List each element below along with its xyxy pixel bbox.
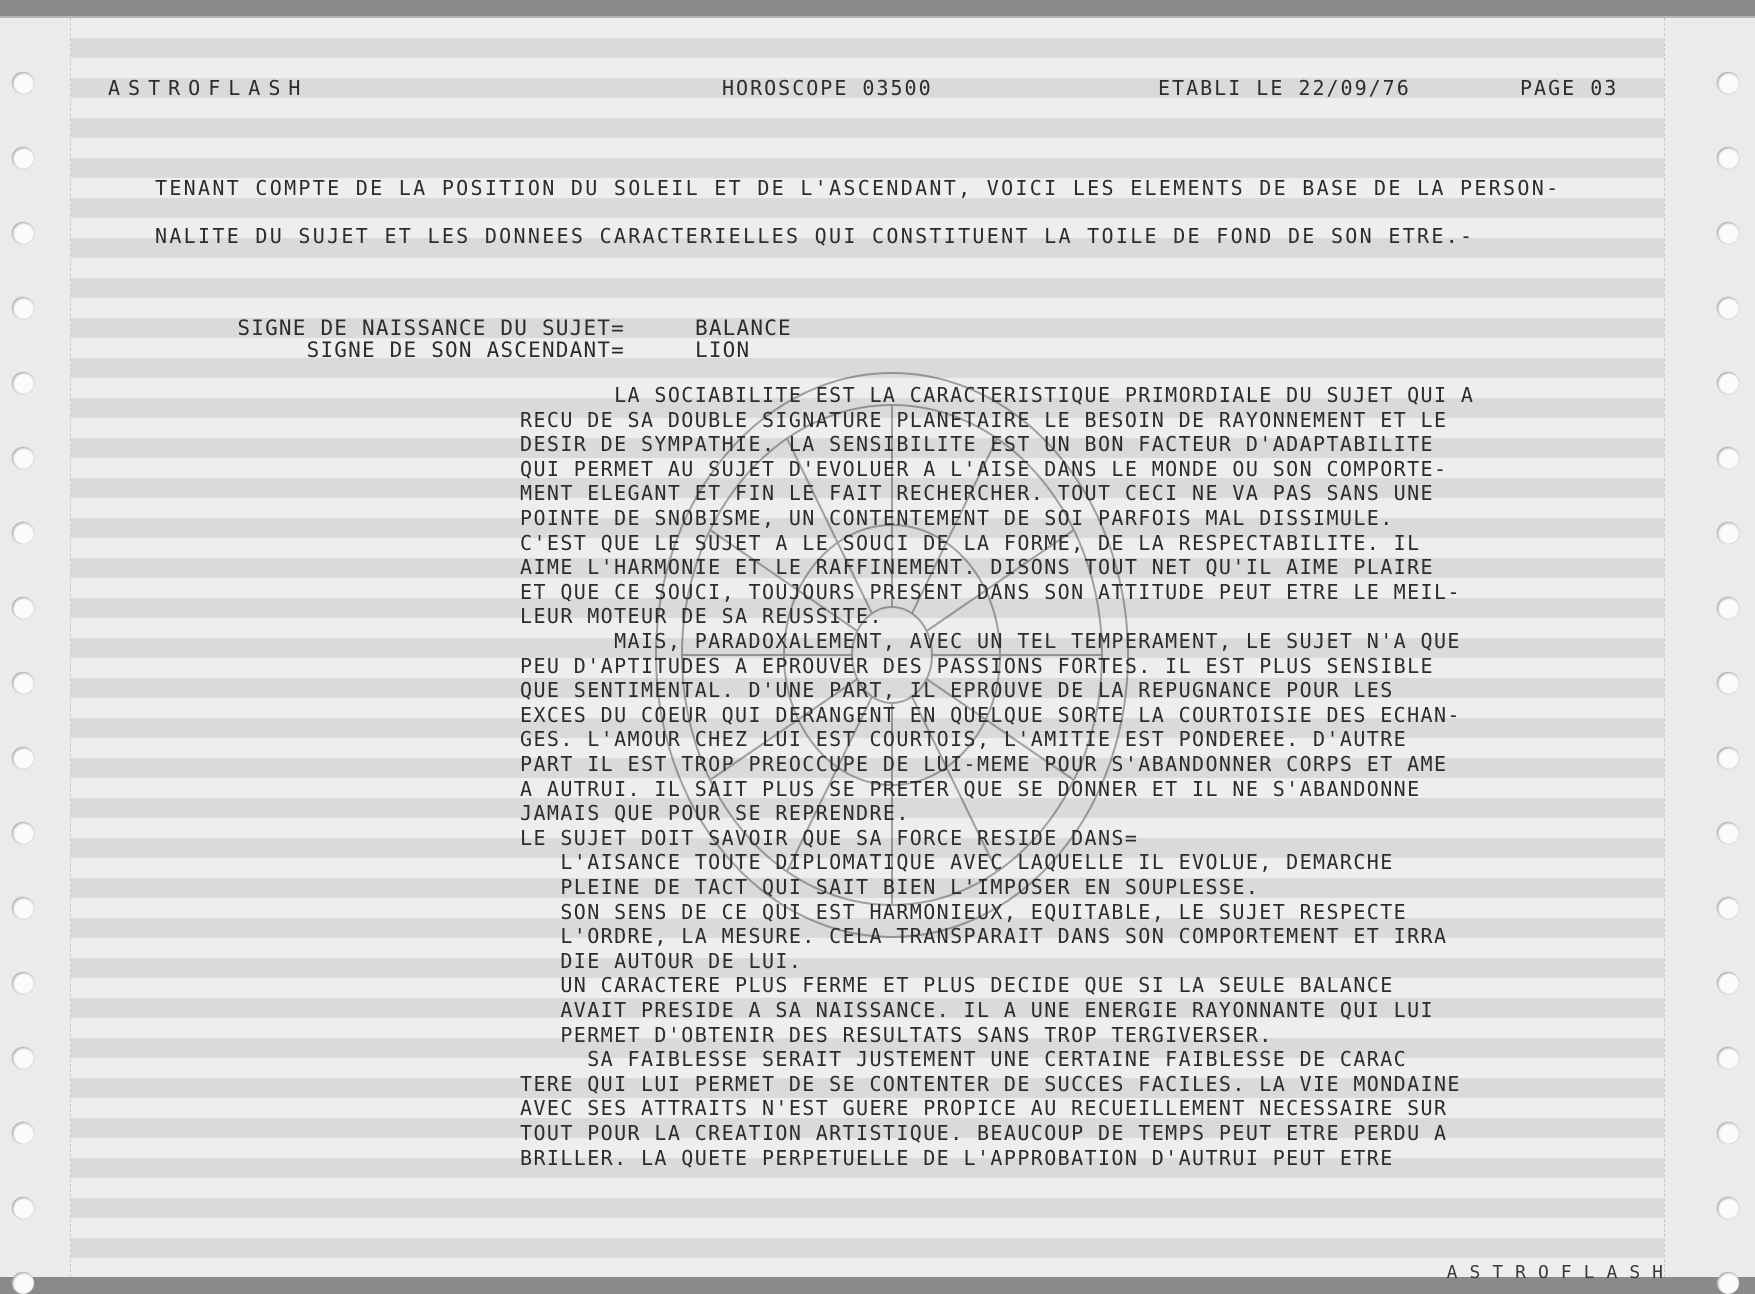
text-line: PEU D'APTITUDES A EPROUVER DES PASSIONS FORTES. IL EST PLUS SENSIBLE [520, 653, 1434, 678]
text-line: JAMAIS QUE POUR SE REPRENDRE. [520, 801, 910, 826]
text-line: QUI PERMET AU SUJET D'EVOLUER A L'AISE DANS LE MONDE OU SON COMPORTE- [520, 456, 1448, 481]
text-line: LA SOCIABILITE EST LA CARACTERISTIQUE PRIMORDIALE DU SUJET QUI A [520, 383, 1475, 407]
intro-line-1: TENANT COMPTE DE LA POSITION DU SOLEIL ET DE L'ASCENDANT, VOICI LES ELEMENTS DE BASE DE LA PERSON- [155, 176, 1561, 200]
text-line: MAIS, PARADOXALEMENT, AVEC UN TEL TEMPERAMENT, LE SUJET N'A QUE [520, 629, 1461, 653]
text-line: LE SUJET DOIT SAVOIR QUE SA FORCE RESIDE DANS= [520, 825, 1139, 850]
text-line: GES. L'AMOUR CHEZ LUI EST COURTOIS, L'AMITIE EST PONDEREE. D'AUTRE [520, 727, 1408, 752]
horoscope-number: HOROSCOPE 03500 [722, 76, 933, 100]
printout-content [0, 18, 1755, 1283]
text-line: DESIR DE SYMPATHIE. LA SENSIBILITE EST UN BON FACTEUR D'ADAPTABILITE [520, 432, 1434, 457]
birth-sign-label: SIGNE DE NAISSANCE DU SUJET= [237, 316, 625, 340]
text-line: RECU DE SA DOUBLE SIGNATURE PLANETAIRE LE BESOIN DE RAYONNEMENT ET LE [520, 407, 1448, 432]
text-line: A AUTRUI. IL SAIT PLUS SE PRETER QUE SE DONNER ET IL NE S'ABANDONNE [520, 776, 1421, 801]
text-line: SA FAIBLESSE SERAIT JUSTEMENT UNE CERTAINE FAIBLESSE DE CARAC [520, 1047, 1408, 1072]
page-number: PAGE 03 [1520, 76, 1619, 100]
text-line: AVAIT PRESIDE A SA NAISSANCE. IL A UNE ENERGIE RAYONNANTE QUI LUI [520, 998, 1434, 1022]
text-line: QUE SENTIMENTAL. D'UNE PART, IL EPROUVE DE LA REPUGNANCE POUR LES [520, 678, 1394, 703]
birth-sign-value: BALANCE [695, 316, 792, 340]
text-line: AVEC SES ATTRAITS N'EST GUERE PROPICE AU RECUEILLEMENT NECESSAIRE SUR [520, 1096, 1448, 1121]
intro-line-2: NALITE DU SUJET ET LES DONNEES CARACTERIELLES QUI CONSTITUENT LA TOILE DE FOND DE SON ETRE.- [155, 224, 1475, 248]
ascendant-sign-label: SIGNE DE SON ASCENDANT= [306, 338, 625, 362]
text-line: DIE AUTOUR DE LUI. [520, 948, 803, 973]
text-line: TOUT POUR LA CREATION ARTISTIQUE. BEAUCOUP DE TEMPS PEUT ETRE PERDU A [520, 1121, 1448, 1145]
text-line: SON SENS DE CE QUI EST HARMONIEUX, EQUITABLE, LE SUJET RESPECTE [520, 899, 1408, 924]
footer-brand: ASTROFLASH [1446, 1262, 1675, 1283]
text-line: UN CARACTERE PLUS FERME ET PLUS DECIDE QUE SI LA SEULE BALANCE [520, 973, 1394, 998]
brand-title: ASTROFLASH [108, 76, 309, 100]
text-line: MENT ELEGANT ET FIN LE FAIT RECHERCHER. TOUT CECI NE VA PAS SANS UNE [520, 481, 1434, 506]
text-line: TERE QUI LUI PERMET DE SE CONTENTER DE SUCCES FACILES. LA VIE MONDAINE [520, 1071, 1461, 1096]
issue-date: ETABLI LE 22/09/76 [1158, 76, 1411, 100]
text-line: POINTE DE SNOBISME, UN CONTENTEMENT DE SOI PARFOIS MAL DISSIMULE. [520, 506, 1394, 530]
text-line: PLEINE DE TACT QUI SAIT BIEN L'IMPOSER EN SOUPLESSE. [520, 875, 1260, 899]
text-line: L'ORDRE, LA MESURE. CELA TRANSPARAIT DANS SON COMPORTEMENT ET IRRA [520, 924, 1448, 949]
text-line: PERMET D'OBTENIR DES RESULTATS SANS TROP TERGIVERSER. [520, 1022, 1273, 1047]
printout-page [0, 16, 1755, 1283]
text-line: BRILLER. LA QUETE PERPETUELLE DE L'APPROBATION D'AUTRUI PEUT ETRE [520, 1145, 1394, 1170]
text-line: L'AISANCE TOUTE DIPLOMATIQUE AVEC LAQUELLE IL EVOLUE, DEMARCHE [520, 850, 1394, 875]
text-line: LEUR MOTEUR DE SA REUSSITE. [520, 604, 883, 629]
text-line: PART IL EST TROP PREOCCUPE DE LUI-MEME POUR S'ABANDONNER CORPS ET AME [520, 752, 1448, 776]
text-line: ET QUE CE SOUCI, TOUJOURS PRESENT DANS SON ATTITUDE PEUT ETRE LE MEIL- [520, 579, 1461, 604]
text-line: AIME L'HARMONIE ET LE RAFFINEMENT. DISONS TOUT NET QU'IL AIME PLAIRE [520, 555, 1434, 580]
text-line: EXCES DU COEUR QUI DERANGENT EN QUELQUE SORTE LA COURTOISIE DES ECHAN- [520, 702, 1461, 727]
ascendant-sign-value: LION [695, 338, 751, 362]
text-line: C'EST QUE LE SUJET A LE SOUCI DE LA FORME, DE LA RESPECTABILITE. IL [520, 530, 1421, 555]
